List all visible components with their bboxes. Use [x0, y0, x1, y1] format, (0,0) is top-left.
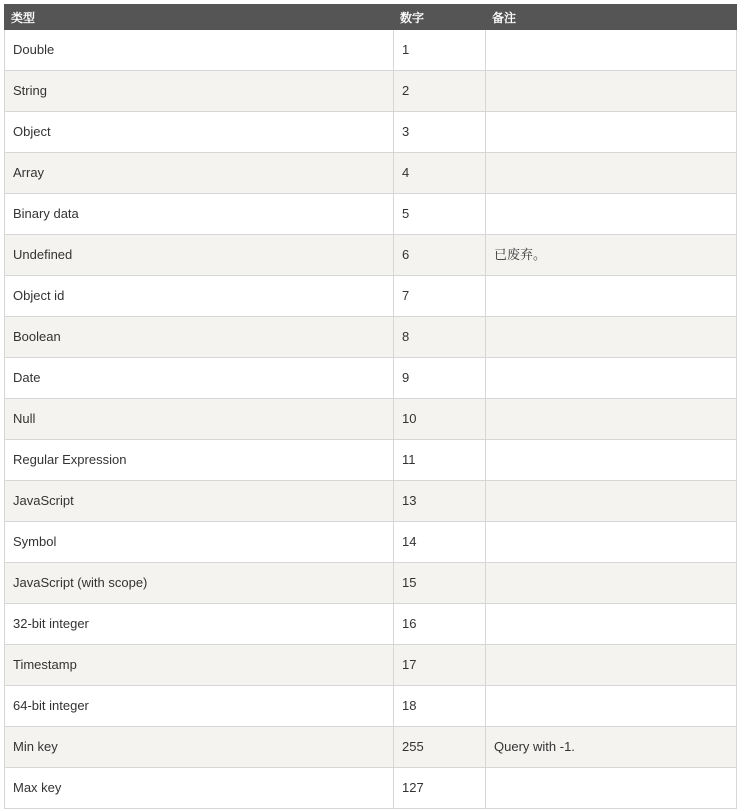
- table-header: [5, 5, 737, 30]
- cell-type: Array: [5, 153, 394, 194]
- table-row: [5, 153, 737, 194]
- cell-number: 255: [394, 727, 486, 768]
- table-row: [5, 358, 737, 399]
- cell-note: [486, 563, 737, 604]
- header-row: [5, 5, 737, 30]
- table-row: [5, 727, 737, 768]
- table-row: [5, 563, 737, 604]
- cell-number: 18: [394, 686, 486, 727]
- cell-number: 3: [394, 112, 486, 153]
- cell-note: [486, 317, 737, 358]
- cell-number: 4: [394, 153, 486, 194]
- cell-type: Object: [5, 112, 394, 153]
- cell-number: 11: [394, 440, 486, 481]
- cell-note: [486, 686, 737, 727]
- cell-type: Null: [5, 399, 394, 440]
- cell-number: 1: [394, 30, 486, 71]
- cell-type: JavaScript (with scope): [5, 563, 394, 604]
- cell-type: Timestamp: [5, 645, 394, 686]
- table-row: [5, 399, 737, 440]
- cell-type: Symbol: [5, 522, 394, 563]
- cell-note: [486, 112, 737, 153]
- cell-type: Double: [5, 30, 394, 71]
- table-row: [5, 112, 737, 153]
- table-row: [5, 235, 737, 276]
- cell-number: 16: [394, 604, 486, 645]
- table-row: [5, 317, 737, 358]
- cell-type: Date: [5, 358, 394, 399]
- cell-number: 14: [394, 522, 486, 563]
- cell-note: [486, 276, 737, 317]
- cell-type: Regular Expression: [5, 440, 394, 481]
- table-row: [5, 276, 737, 317]
- cell-note: [486, 604, 737, 645]
- table-row: [5, 522, 737, 563]
- cell-note: [486, 153, 737, 194]
- cell-number: 10: [394, 399, 486, 440]
- cell-number: 13: [394, 481, 486, 522]
- cell-number: 5: [394, 194, 486, 235]
- table-row: [5, 645, 737, 686]
- table-body: [5, 30, 737, 809]
- cell-note: [486, 522, 737, 563]
- cell-note: [486, 645, 737, 686]
- cell-type: Binary data: [5, 194, 394, 235]
- cell-number: 17: [394, 645, 486, 686]
- cell-number: 8: [394, 317, 486, 358]
- data-type-table-container: [4, 4, 736, 809]
- cell-type: 64-bit integer: [5, 686, 394, 727]
- data-type-table: [4, 4, 737, 809]
- cell-type: JavaScript: [5, 481, 394, 522]
- cell-note: [486, 30, 737, 71]
- table-row: [5, 194, 737, 235]
- cell-type: Boolean: [5, 317, 394, 358]
- header-note: 备注: [486, 5, 737, 30]
- table-row: [5, 71, 737, 112]
- cell-number: 6: [394, 235, 486, 276]
- cell-number: 127: [394, 768, 486, 809]
- cell-note: Query with -1.: [486, 727, 737, 768]
- cell-number: 7: [394, 276, 486, 317]
- cell-note: [486, 358, 737, 399]
- cell-type: Max key: [5, 768, 394, 809]
- cell-note: [486, 399, 737, 440]
- table-row: [5, 481, 737, 522]
- table-row: [5, 604, 737, 645]
- table-row: [5, 686, 737, 727]
- cell-note: [486, 194, 737, 235]
- cell-type: Object id: [5, 276, 394, 317]
- cell-type: String: [5, 71, 394, 112]
- cell-note: [486, 71, 737, 112]
- cell-number: 15: [394, 563, 486, 604]
- cell-note: 已废弃。: [486, 235, 737, 276]
- cell-number: 9: [394, 358, 486, 399]
- cell-number: 2: [394, 71, 486, 112]
- table-row: [5, 768, 737, 809]
- header-type: 类型: [5, 5, 394, 30]
- cell-note: [486, 481, 737, 522]
- cell-note: [486, 768, 737, 809]
- header-number: 数字: [394, 5, 486, 30]
- cell-type: Min key: [5, 727, 394, 768]
- cell-type: Undefined: [5, 235, 394, 276]
- cell-note: [486, 440, 737, 481]
- table-row: [5, 440, 737, 481]
- cell-type: 32-bit integer: [5, 604, 394, 645]
- table-row: [5, 30, 737, 71]
